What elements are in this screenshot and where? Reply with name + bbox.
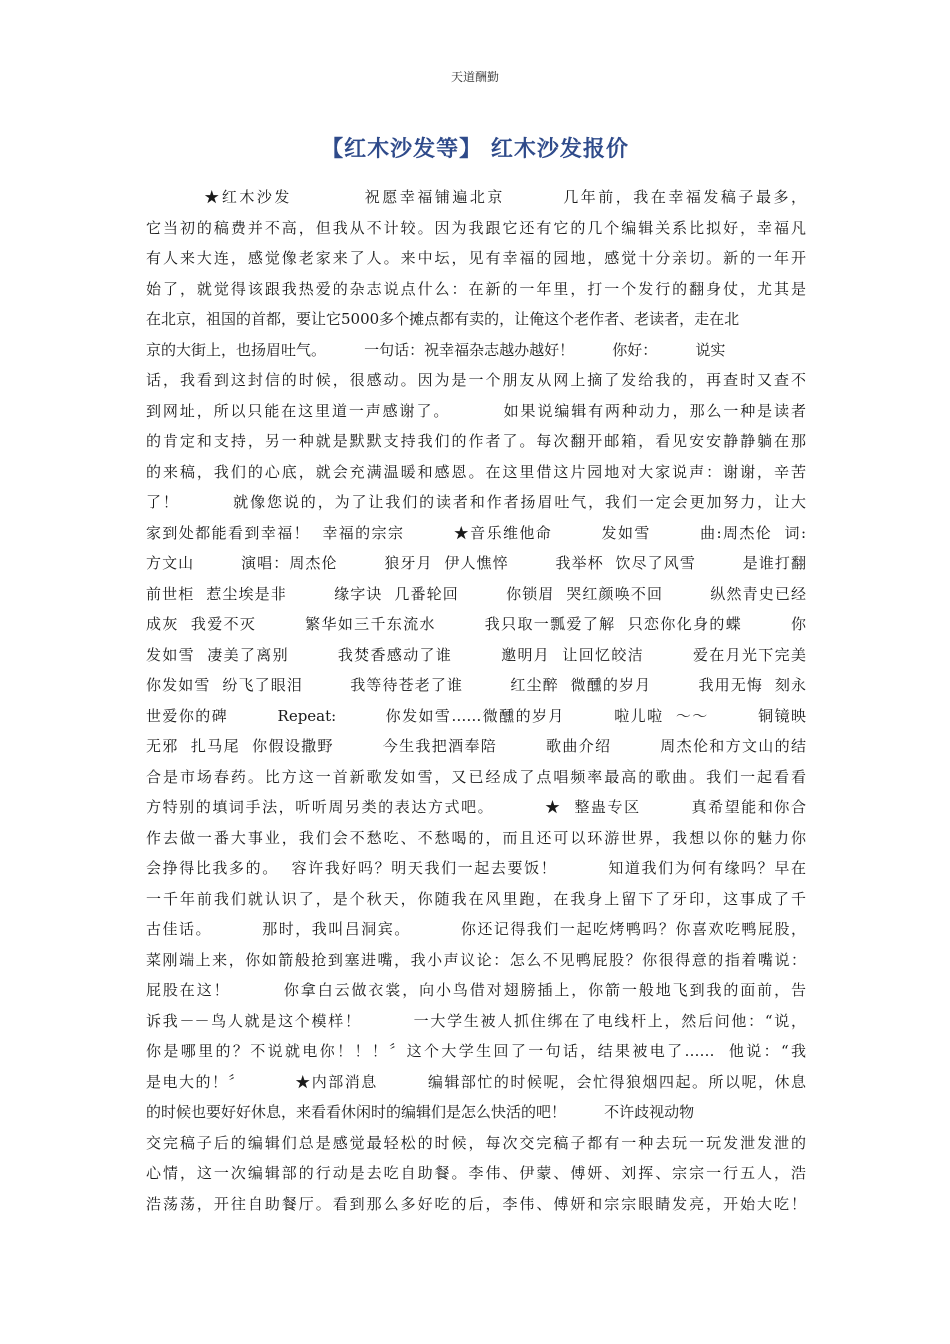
body-line: 你发如雪 纷飞了眼泪 我等待苍老了谁 红尘醉 微醺的岁月 我用无悔 刻永 [146, 676, 806, 694]
body-line: 在北京，祖国的首都，要让它5000多个摊点都有卖的，让俺这个老作者、老读者，走在北 [146, 310, 740, 328]
body-line: 方特别的填词手法，听听周另类的表达方式吧。 ★ 整蛊专区 真希望能和你合 [146, 798, 806, 816]
body-line: 始了，就觉得该跟我热爱的杂志说点什么：在新的一年里，打一个发行的翻身仗，尤其是 [146, 279, 806, 298]
body-line: 古佳话。 那时，我叫吕洞宾。 你还记得我们一起吃烤鸭吗？你喜欢吃鸭屁股， [146, 920, 806, 938]
body-line: 的来稿，我们的心底，就会充满温暖和感恩。在这里借这片园地对大家说声：谢谢，辛苦 [146, 462, 806, 481]
body-line: 的时候也要好好休息，来看看休闲时的编辑们是怎么快活的吧！ 不许歧视动物 [146, 1103, 695, 1121]
body-line: 浩荡荡，开往自助餐厅。看到那么多好吃的后，李伟、傅妍和宗宗眼睛发亮，开始大吃！ [146, 1194, 806, 1213]
body-line: 你是哪里的？不说就电你！！！〞这个大学生回了一句话，结果被电了…… 他说：“我 [146, 1042, 806, 1060]
body-line: 京的大街上，也扬眉吐气。 一句话：祝幸福杂志越办越好！ 你好： 说实 [146, 340, 726, 359]
body-line: 屁股在这！ 你拿白云做衣裳，向小鸟借对翅膀插上，你箭一般地飞到我的面前，告 [146, 981, 806, 999]
body-line: 会挣得比我多的。 容许我好吗？明天我们一起去要饭！ 知道我们为何有缘吗？早在 [146, 859, 806, 877]
body-line: 它当初的稿费并不高，但我从不计较。因为我跟它还有它的几个编辑关系比拟好，幸福凡 [146, 218, 806, 237]
body-line: 方文山 演唱：周杰伦 狼牙月 伊人憔悴 我举杯 饮尽了风雪 是谁打翻 [146, 554, 806, 572]
body-line: 到网址，所以只能在这里道一声感谢了。 如果说编辑有两种动力，那么一种是读者 [146, 401, 806, 420]
body-line: 作去做一番大事业，我们会不愁吃、不愁喝的，而且还可以环游世界，我想以你的魅力你 [146, 828, 806, 847]
body-line: 一千年前我们就认识了，是个秋天，你随我在风里跑，在我身上留下了牙印，这事成了千 [146, 889, 806, 908]
page-header: 天道酬勤 [450, 70, 499, 84]
body-line: 有人来大连，感觉像老家来了人。来中坛，见有幸福的园地，感觉十分亲切。新的一年开 [146, 249, 806, 267]
document-title: 【红木沙发等】 红木沙发报价 [321, 137, 629, 162]
body-line: 的肯定和支持，另一种就是默默支持我们的作者了。每次翻开邮箱，看见安安静静躺在那 [146, 432, 806, 450]
body-line: 心情，这一次编辑部的行动是去吃自助餐。李伟、伊蒙、傅妍、刘挥、宗宗一行五人，浩 [146, 1164, 806, 1182]
body-line: 交完稿子后的编辑们总是感觉最轻松的时候，每次交完稿子都有一种去玩一玩发泄发泄的 [146, 1133, 806, 1152]
body-line: 诉我－－鸟人就是这个模样！ 一大学生被人抓住绑在了电线杆上，然后问他：“说， [146, 1011, 806, 1030]
body-line: 成灰 我爱不灭 繁华如三千东流水 我只取一瓢爱了解 只恋你化身的蝶 你 [146, 615, 806, 633]
document-body [146, 182, 806, 1219]
body-line: 菜刚端上来，你如箭般抢到塞进嘴，我小声议论：怎么不见鸭屁股？你很得意的指着嘴说： [146, 950, 806, 969]
body-line: ★红木沙发 祝愿幸福铺遍北京 几年前，我在幸福发稿子最多， [146, 188, 806, 206]
body-line: 了！ 就像您说的，为了让我们的读者和作者扬眉吐气，我们一定会更加努力，让大 [146, 493, 806, 511]
body-line: 世爱你的碑 Repeat: 你发如雪……微醺的岁月 啦儿啦 ～～ 铜镜映 [146, 706, 806, 725]
body-line: 是电大的！〞 ★内部消息 编辑部忙的时候呢，会忙得狼烟四起。所以呢，休息 [146, 1072, 806, 1091]
body-line: 家到处都能看到幸福！ 幸福的宗宗 ★音乐维他命 发如雪 曲:周杰伦 词: [146, 523, 806, 542]
body-line: 合是市场春药。比方这一首新歌发如雪，又已经成了点唱频率最高的歌曲。我们一起看看 [146, 767, 806, 786]
body-line: 话，我看到这封信的时候，很感动。因为是一个朋友从网上摘了发给我的，再查时又查不 [146, 371, 806, 389]
body-line: 无邪 扎马尾 你假设撒野 今生我把酒奉陪 歌曲介绍 周杰伦和方文山的结 [146, 737, 806, 755]
body-line: 发如雪 凄美了离别 我焚香感动了谁 邀明月 让回忆皎洁 爱在月光下完美 [146, 645, 806, 664]
body-line: 前世柜 惹尘埃是非 缘字诀 几番轮回 你锁眉 哭红颜唤不回 纵然青史已经 [146, 584, 806, 603]
